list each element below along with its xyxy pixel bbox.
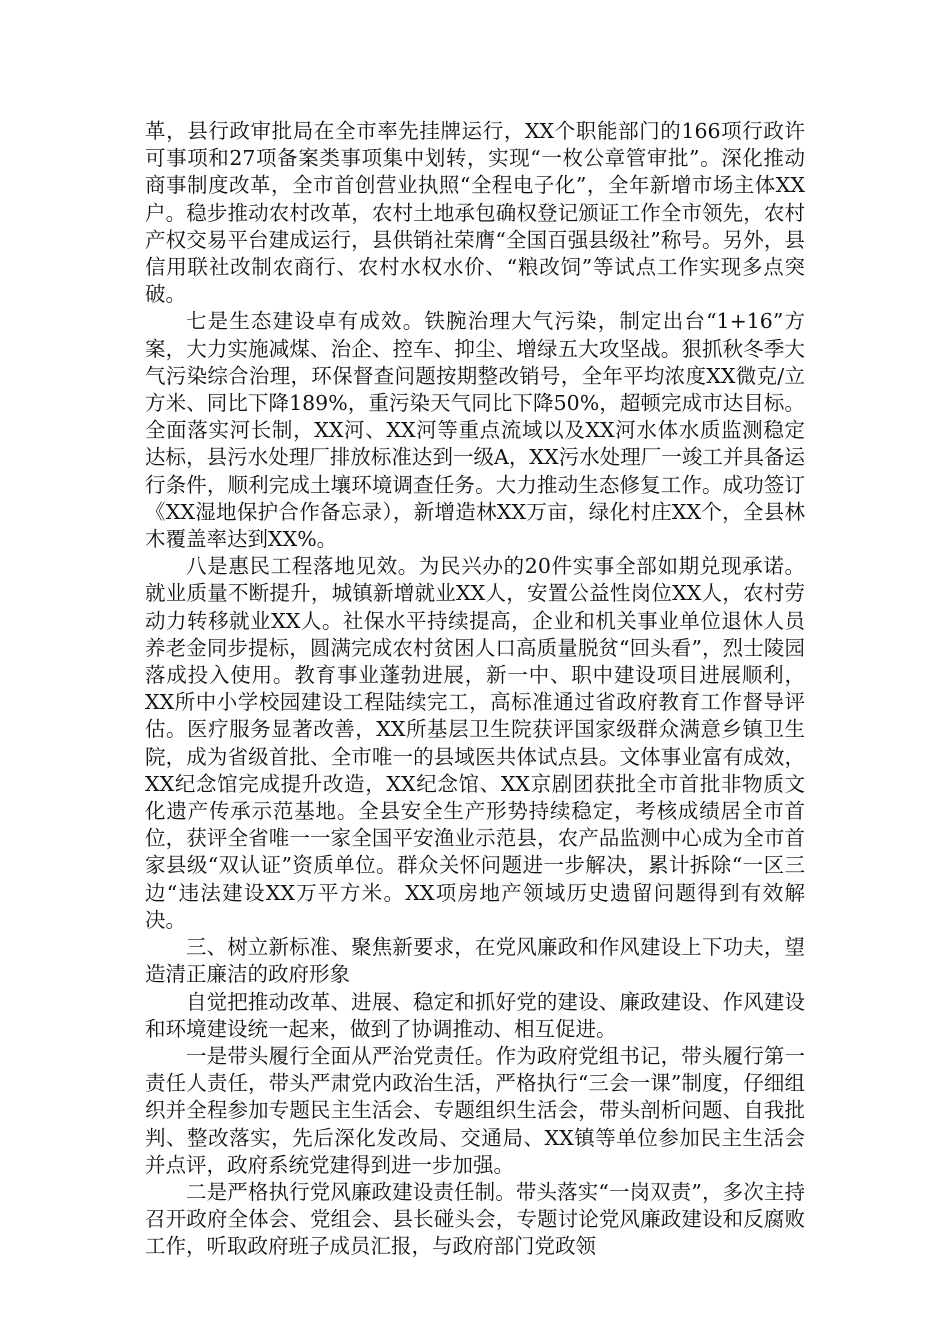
paragraph-ecology: 七是生态建设卓有成效。铁腕治理大气污染，制定出台“1+16”方案，大力实施减煤、治企、控车、抑尘、增绿五大攻坚战。狠抓秋冬季大气污染综合治理，环保督查问题按期整改销号，全年平均浓度XX微克/立方米、同比下降189%，重污染天气同比下降50%，超顿完成市达目标。全面落实河长制，XX河、XX河等重点流域以及XX河水体水质监测稳定达标，县污水处理厂排放标准达到一级A，XX污水处理厂一竣工并具备运行条件，顺利完成土壤环境调查任务。大力推动生态修复工作。成功签订《XX湿地保护合作备忘录），新增造林XX万亩，绿化村庄XX个，全县林木覆盖率达到XX%。 — [145, 309, 805, 552]
section-heading-three: 三、树立新标准、聚焦新要求，在党风廉政和作风建设上下功夫，望造清正廉洁的政府形象 — [145, 935, 805, 987]
paragraph-intro: 自觉把推动改革、进展、稳定和抓好党的建设、廉政建设、作风建设和环境建设统一起来，做到了协调推动、相互促进。 — [145, 989, 805, 1041]
document-body — [145, 118, 805, 1261]
paragraph-livelihood: 八是惠民工程落地见效。为民兴办的20件实事全部如期兑现承诺。就业质量不断提升，城镇新增就业XX人，安置公益性岗位XX人，农村劳动力转移就业XX人。社保水平持续提高，企业和机关事业单位退休人员养老金同步提标，圆满完成农村贫困人口高质量脱贫“回头看”，烈士陵园落成投入使用。教育事业蓬勃进展，新一中、职中建设项目进展顺利，XX所中小学校园建设工程陆续完工，高标准通过省政府教育工作督导评估。医疗服务显著改善，XX所基层卫生院获评国家级群众满意乡镇卫生院，成为省级首批、全市唯一的县域医共体试点县。文体事业富有成效，XX纪念馆完成提升改造，XX纪念馆、XX京剧团获批全市首批非物质文化遗产传承示范基地。全县安全生产形势持续稳定，考核成绩居全市首位，获评全省唯一一家全国平安渔业示范县，农产品监测中心成为全市首家县级“双认证”资质单位。群众关怀问题进一步解决，累计拆除“一区三边“违法建设XX万平方米。XX项房地产领域历史遗留问题得到有效解决。 — [145, 554, 805, 932]
paragraph-integrity-system: 二是严格执行党风廉政建设责任制。带头落实“一岗双责”，多次主持召开政府全体会、党组会、县长碰头会，专题讨论党风廉政建设和反腐败工作，听取政府班子成员汇报，与政府部门党政领 — [145, 1179, 805, 1259]
paragraph-continuation: 革，县行政审批局在全市率先挂牌运行，XX个职能部门的166项行政许可事项和27项备案类事项集中划转，实现“一枚公章管审批”。深化推动商事制度改革，全市首创营业执照“全程电子化”，全年新增市场主体XX户。稳步推动农村改革，农村土地承包确权登记颁证工作全市领先，农村产权交易平台建成运行，县供销社荣膺“全国百强县级社”称号。另外，县信用联社改制农商行、农村水权水价、“粮改饲”等试点工作实现多点突破。 — [145, 119, 805, 307]
paragraph-party-responsibility: 一是带头履行全面从严治党责任。作为政府党组书记，带头履行第一责任人责任，带头严肃党内政治生活，严格执行“三会一课”制度，仔细组织并全程参加专题民主生活会、专题组织生活会，带头剖析问题、自我批判、整改落实，先后深化发改局、交通局、XX镇等单位参加民主生活会并点评，政府系统党建得到进一步加强。 — [145, 1043, 805, 1177]
